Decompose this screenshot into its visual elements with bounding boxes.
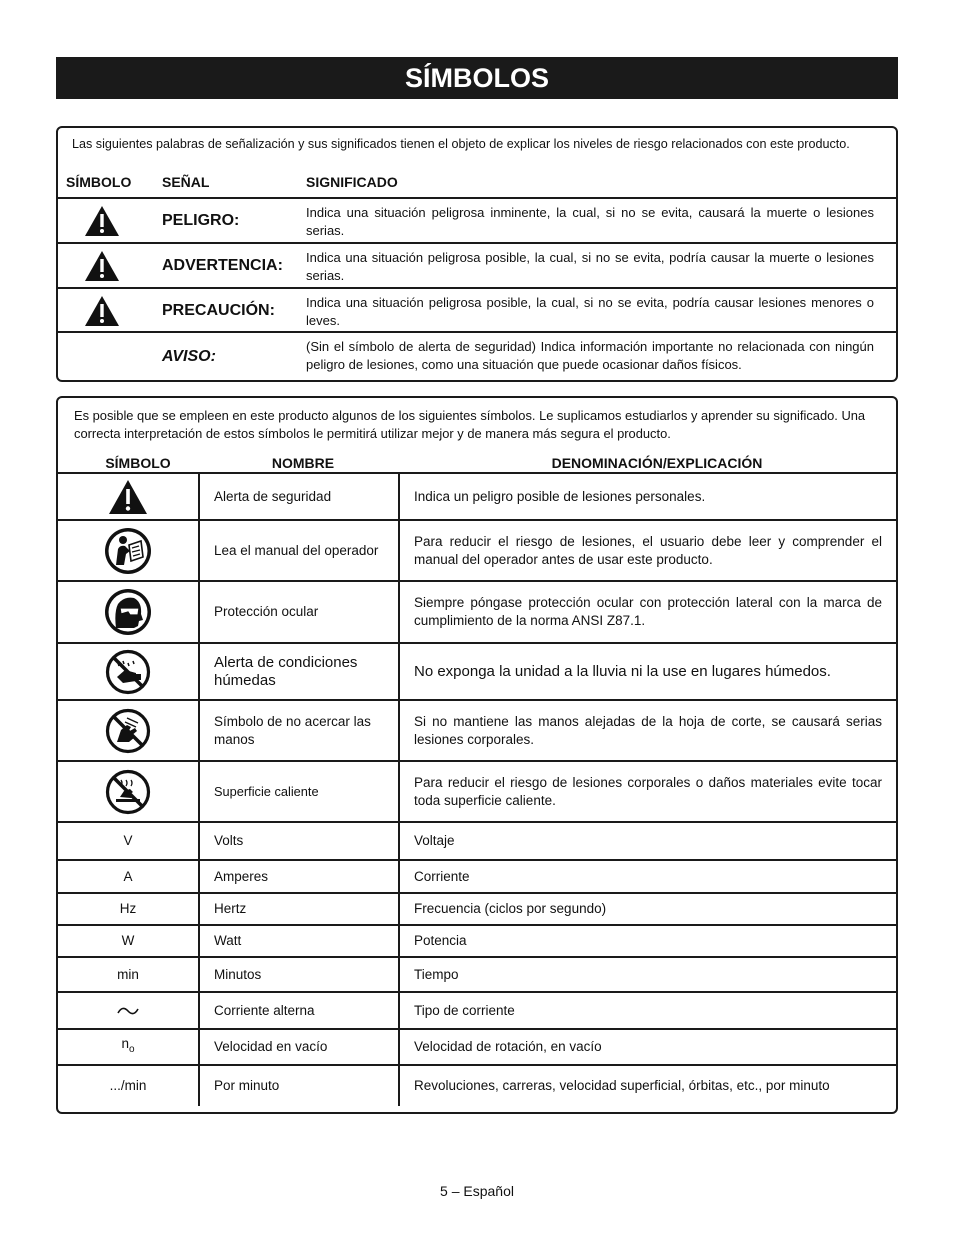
symbol-explanation: Para reducir el riesgo de lesiones, el usuario debe leer y comprender el manual del operador antes de usar este producto.	[399, 520, 896, 581]
header-symbol: SÍMBOLO	[66, 174, 132, 190]
page-footer: 5 – Español	[440, 1183, 514, 1199]
signal-meaning: Indica una situación peligrosa posible, la cual, si no se evita, podría causar lesiones menores o leves.	[306, 295, 874, 328]
symbol-name: Protección ocular	[199, 581, 399, 643]
warning-triangle-icon	[84, 205, 120, 237]
signal-row-peligro	[58, 197, 896, 242]
eye-protection-icon	[104, 588, 152, 636]
signal-word: ADVERTENCIA:	[162, 256, 283, 274]
symbol-explanation: Voltaje	[399, 822, 896, 860]
table-row	[58, 581, 896, 643]
warning-triangle-icon	[84, 295, 120, 327]
hot-surface-icon	[105, 769, 151, 815]
signal-word: AVISO:	[162, 347, 216, 365]
symbol-explanation: Si no mantiene las manos alejadas de la hoja de corte, se causará serias lesiones corporales.	[399, 700, 896, 761]
symbol-text: min	[58, 957, 199, 992]
symbol-text: W	[58, 925, 199, 957]
signal-row-aviso	[58, 331, 896, 380]
table-row	[58, 860, 896, 893]
table-row	[58, 957, 896, 992]
signal-meaning: Indica una situación peligrosa inminente, la cual, si no se evita, causará la muerte o lesiones serias.	[306, 205, 874, 238]
symbol-explanation: Corriente	[399, 860, 896, 893]
signal-row-advertencia	[58, 242, 896, 287]
table-row	[58, 822, 896, 860]
symbol-name: Alerta de condiciones húmedas	[199, 643, 399, 700]
header-meaning: SIGNIFICADO	[306, 174, 398, 190]
header-symbol: SÍMBOLO	[105, 455, 171, 471]
symbol-explanation: Tiempo	[399, 957, 896, 992]
symbol-explanation: Tipo de corriente	[399, 992, 896, 1029]
header-explanation: DENOMINACIÓN/EXPLICACIÓN	[551, 455, 763, 471]
symbol-name: Velocidad en vacío	[199, 1029, 399, 1065]
header-signal: SEÑAL	[162, 174, 210, 190]
table-row	[58, 473, 896, 520]
table-row	[58, 893, 896, 925]
symbol-explanation: Siempre póngase protección ocular con protección lateral con la marca de cumplimiento de la norma ANSI Z87.1.	[399, 581, 896, 643]
symbols-intro: Es posible que se empleen en este producto algunos de los siguientes símbolos. Le suplicamos estudiarlos y aprender su significado. Una correcta interpretación de estos símbolos le permitirá utilizar mejor y de manera más segura el producto.	[74, 408, 866, 441]
table-row	[58, 925, 896, 957]
symbol-text: .../min	[58, 1065, 199, 1106]
symbol-explanation: Frecuencia (ciclos por segundo)	[399, 893, 896, 925]
table-row	[58, 1029, 896, 1065]
symbol-name: Hertz	[199, 893, 399, 925]
table-row	[58, 992, 896, 1029]
signal-row-precaucion	[58, 287, 896, 332]
symbols-box	[56, 396, 898, 1114]
table-row	[58, 700, 896, 761]
symbol-text: $n_o$	[58, 1029, 199, 1065]
keep-hands-away-icon	[105, 708, 151, 754]
symbol-name: Símbolo de no acercar las manos	[199, 700, 399, 761]
symbol-name: Volts	[199, 822, 399, 860]
table-row	[58, 643, 896, 700]
page-title: SÍMBOLOS	[56, 57, 898, 99]
table-row	[58, 761, 896, 822]
signal-intro: Las siguientes palabras de señalización y sus significados tienen el objeto de explicar los niveles de riesgo relacionados con este producto.	[72, 137, 850, 151]
table-row	[58, 1065, 896, 1106]
symbol-explanation: Revoluciones, carreras, velocidad superficial, órbitas, etc., por minuto	[399, 1065, 896, 1106]
symbol-explanation: Velocidad de rotación, en vacío	[399, 1029, 896, 1065]
symbol-explanation: No exponga la unidad a la lluvia ni la use en lugares húmedos.	[399, 643, 896, 700]
signal-meaning: (Sin el símbolo de alerta de seguridad) Indica información importante no relacionada con ningún peligro de lesiones, como una situación que puede ocasionar daños físicos.	[306, 339, 874, 372]
symbol-name: Por minuto	[199, 1065, 399, 1106]
signal-words-box	[56, 126, 898, 382]
alternating-current-icon	[117, 1005, 139, 1017]
symbol-explanation: Para reducir el riesgo de lesiones corporales o daños materiales evite tocar toda superficie caliente.	[399, 761, 896, 822]
warning-triangle-icon	[84, 250, 120, 282]
header-name: NOMBRE	[271, 455, 335, 471]
symbol-text: Hz	[58, 893, 199, 925]
wet-conditions-icon	[105, 649, 151, 695]
signal-meaning: Indica una situación peligrosa posible, la cual, si no se evita, podría causar la muerte o lesiones serias.	[306, 250, 874, 283]
symbol-explanation: Potencia	[399, 925, 896, 957]
signal-word: PELIGRO:	[162, 211, 240, 229]
symbol-text: V	[58, 822, 199, 860]
symbol-name: Lea el manual del operador	[199, 520, 399, 581]
signal-word: PRECAUCIÓN:	[162, 301, 275, 319]
table-row	[58, 520, 896, 581]
symbol-name: Minutos	[199, 957, 399, 992]
symbol-name: Watt	[199, 925, 399, 957]
symbol-explanation: Indica un peligro posible de lesiones personales.	[399, 473, 896, 520]
symbol-name: Amperes	[199, 860, 399, 893]
warning-triangle-icon	[108, 479, 148, 515]
symbols-table	[58, 472, 896, 1106]
symbol-name: Alerta de seguridad	[199, 473, 399, 520]
symbol-text: A	[58, 860, 199, 893]
symbol-subscript: o	[128, 1044, 135, 1055]
read-manual-icon	[104, 527, 152, 575]
symbol-name: Superficie caliente	[199, 761, 399, 822]
symbol-name: Corriente alterna	[199, 992, 399, 1029]
